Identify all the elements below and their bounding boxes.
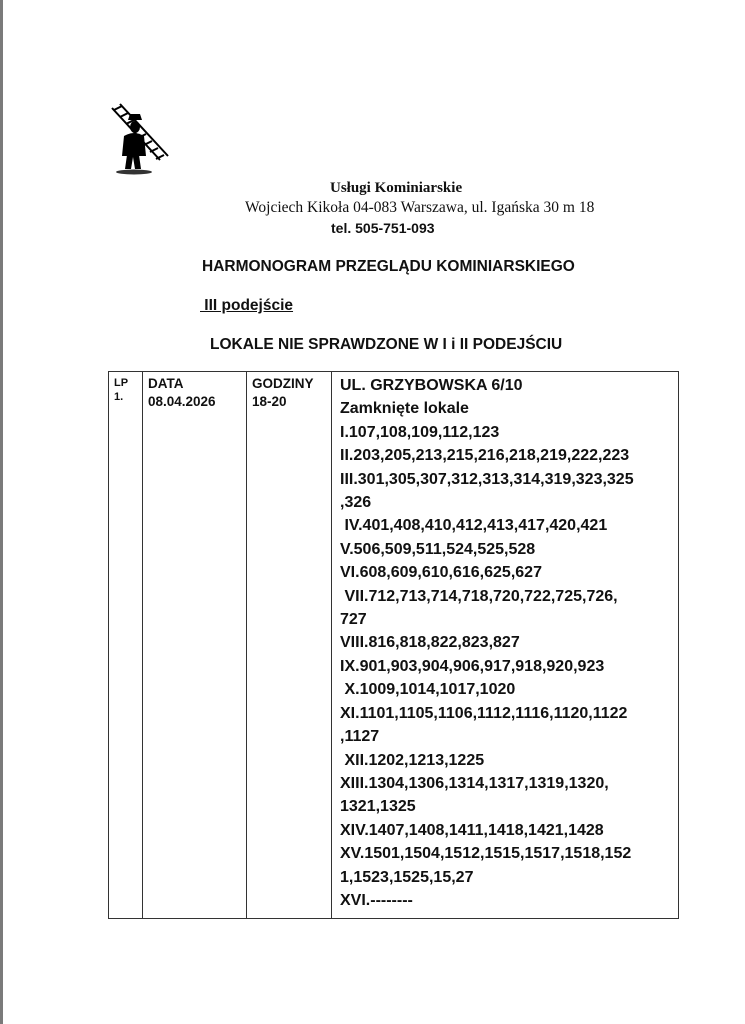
floor-line: IV.401,408,410,412,413,417,420,421	[340, 517, 608, 535]
closed-units-label: Zamknięte lokale	[340, 400, 469, 418]
scan-edge	[0, 0, 3, 1024]
floor-line: ,1127	[340, 728, 380, 746]
document-heading: LOKALE NIE SPRAWDZONE W I i II PODEJŚCIU	[210, 336, 563, 353]
floor-line: XVI.--------	[340, 891, 413, 909]
floor-line: V.506,509,511,524,525,528	[340, 540, 536, 558]
floor-line: XIV.1407,1408,1411,1418,1421,1428	[340, 821, 604, 839]
hours-cell	[247, 372, 332, 919]
floor-line: IX.901,903,904,906,917,918,920,923	[340, 657, 605, 675]
table-row	[109, 372, 679, 919]
floor-line: VII.712,713,714,718,720,722,725,726,	[340, 587, 618, 605]
date-header: DATA	[148, 376, 184, 391]
document-title: HARMONOGRAM PRZEGLĄDU KOMINIARSKIEGO	[202, 258, 575, 275]
floor-line: III.301,305,307,312,313,314,319,323,325	[340, 470, 634, 488]
floor-line: I.107,108,109,112,123	[340, 423, 500, 441]
lp-cell	[109, 372, 143, 919]
floor-line: XI.1101,1105,1106,1112,1116,1120,1122	[340, 704, 628, 722]
floor-line: II.203,205,213,215,216,218,219,222,223	[340, 447, 630, 465]
floor-line: XII.1202,1213,1225	[340, 751, 485, 769]
date-value: 08.04.2026	[148, 394, 216, 409]
company-phone: tel. 505-751-093	[331, 220, 435, 236]
floor-line: 1,1523,1525,15,27	[340, 868, 474, 886]
floor-line: VIII.816,818,822,823,827	[340, 634, 520, 652]
company-name: Usługi Kominiarskie	[330, 180, 463, 196]
company-address: Wojciech Kikoła 04-083 Warszawa, ul. Igańska 30 m 18	[245, 199, 595, 216]
lp-value: 1.	[114, 391, 124, 403]
hours-value: 18-20	[252, 394, 287, 409]
street-address: UL. GRZYBOWSKA 6/10	[340, 377, 523, 394]
floor-line: 1321,1325	[340, 798, 416, 816]
date-cell	[143, 372, 247, 919]
chimney-sweep-icon	[100, 98, 170, 178]
lp-header: LP	[114, 377, 129, 389]
floor-line: XIII.1304,1306,1314,1317,1319,1320,	[340, 774, 609, 792]
floor-line: 727	[340, 611, 367, 629]
content-cell	[332, 372, 679, 919]
schedule-table	[108, 371, 679, 919]
hours-header: GODZINY	[252, 376, 314, 391]
floor-line: VI.608,609,610,616,625,627	[340, 564, 542, 582]
document-subtitle: III podejście	[200, 297, 294, 314]
floor-line: XV.1501,1504,1512,1515,1517,1518,152	[340, 845, 632, 863]
floor-line: X.1009,1014,1017,1020	[340, 681, 516, 699]
floor-line: ,326	[340, 494, 372, 512]
